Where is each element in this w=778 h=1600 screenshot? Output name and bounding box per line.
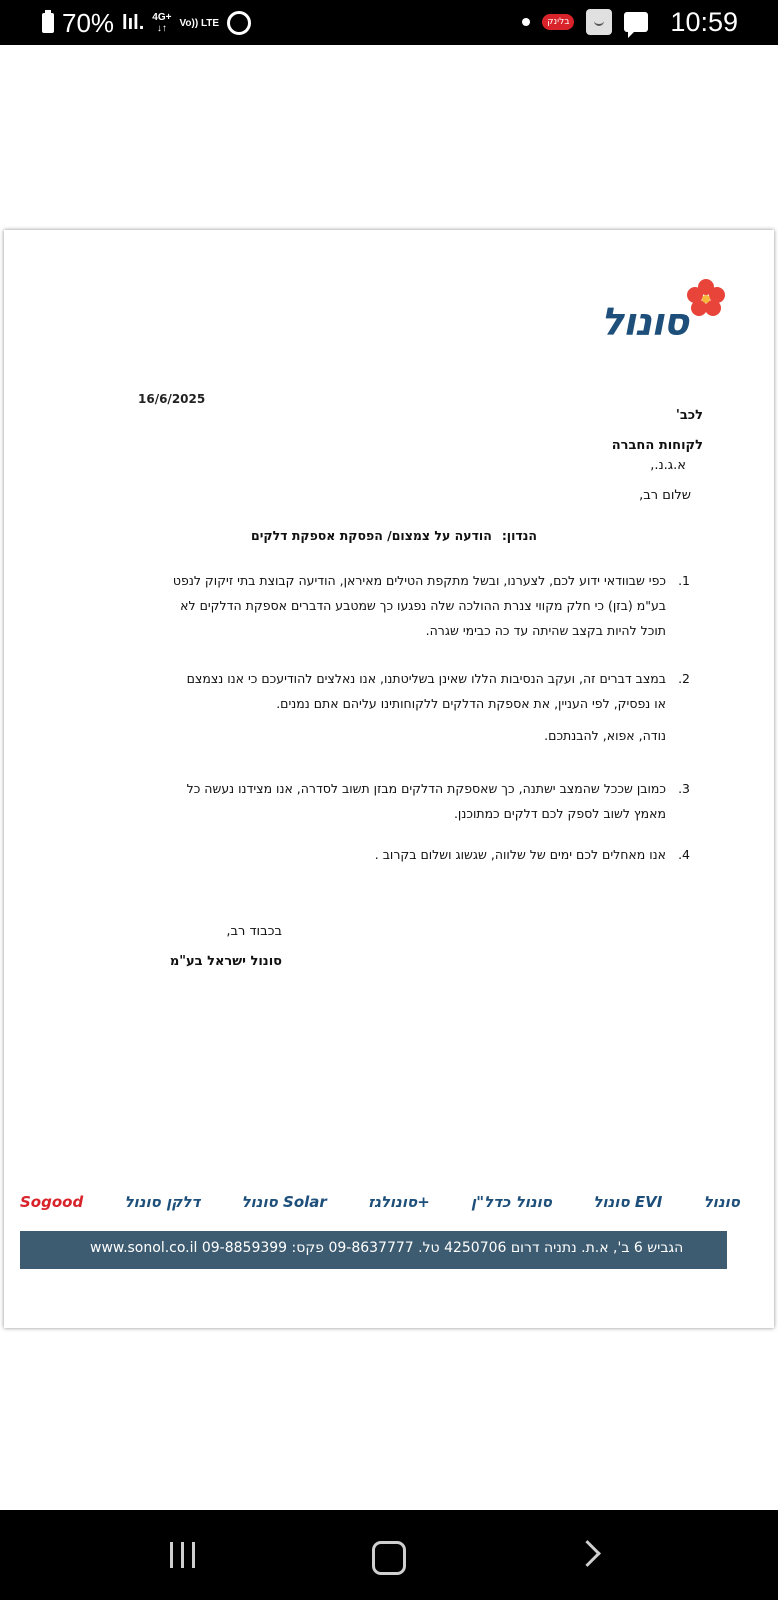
paragraph-number: 2. bbox=[678, 671, 690, 686]
sonol-logo bbox=[576, 278, 726, 348]
paragraph-number: 3. bbox=[678, 781, 690, 796]
footer-address: הגביש 6 ב', א.ת. נתניה דרום 4250706 טל. 09-8637777 פקס: 09-8859399 www.sonol.co.il bbox=[90, 1240, 684, 1256]
paragraph-4 bbox=[76, 842, 690, 867]
signature: סונול ישראל בע"מ bbox=[169, 954, 282, 969]
recents-button[interactable] bbox=[170, 1542, 195, 1568]
paragraph-line: אנו מאחלים לכם ימים של שלווה, שגשוג ושלום בקרוב . bbox=[374, 847, 666, 862]
alarm-icon bbox=[227, 11, 251, 35]
paragraph-line: מאמץ לשוב לספק לכם דלקים כמתוכנן. bbox=[453, 806, 666, 821]
app-notification-icon: בלינק bbox=[542, 14, 574, 30]
navigation-bar bbox=[0, 1510, 778, 1600]
paragraph-line: כפי שבוודאי ידוע לכם, לצערנו, ובשל מתקפת הטילים מאיראן, הודיעה קבוצת בתי זיקוק לנפט bbox=[172, 573, 666, 588]
paragraph-number: 1. bbox=[678, 573, 690, 588]
paragraph-3 bbox=[76, 776, 690, 826]
subject-label: הנדון: bbox=[501, 528, 537, 543]
back-button[interactable] bbox=[574, 1540, 601, 1567]
thanks-line: נודה, אפוא, להבנתכם. bbox=[544, 728, 666, 743]
volte-indicator: Vo)) LTE bbox=[179, 17, 220, 29]
document-page[interactable] bbox=[4, 230, 774, 1328]
home-button[interactable] bbox=[372, 1541, 406, 1575]
status-bar bbox=[0, 0, 778, 45]
app-notification-icon-2 bbox=[586, 9, 612, 35]
brand-solar: סונול Solar bbox=[241, 1193, 327, 1211]
logo-text: סונול bbox=[600, 300, 688, 344]
brand-sogood: Sogood bbox=[20, 1193, 84, 1211]
battery-percent: 70% bbox=[62, 7, 115, 38]
brand-strip bbox=[20, 1182, 740, 1222]
paragraph-line: או נפסיק, לפי העניין, את אספקת הדלקים ללקוחותינו עליהם אתם נמנים. bbox=[276, 696, 666, 711]
status-left bbox=[42, 8, 251, 38]
letter-date: 16/6/2025 bbox=[138, 392, 206, 406]
subject-line bbox=[4, 528, 774, 543]
recipient-label: לכב' bbox=[675, 408, 703, 423]
brand-kdln: סונול כדל"ן bbox=[471, 1193, 552, 1211]
network-indicator: 4G+ ↓↑ bbox=[152, 12, 172, 34]
brand-delek: דלקן סונול bbox=[124, 1193, 201, 1211]
paragraph-line: כמובן שככל שהמצב ישתנה, כך שאספקת הדלקים מבזן תשוב לסדרה, אנו מצידנו נעשה כל bbox=[186, 781, 666, 796]
recipient-salutation: א.ג.נ., bbox=[650, 458, 686, 473]
status-right bbox=[522, 6, 738, 38]
brand-gas: סונולגז+ bbox=[368, 1193, 430, 1211]
closing: בכבוד רב, bbox=[226, 924, 282, 939]
brand-evi: סונול EVI bbox=[593, 1193, 663, 1211]
notification-dot-icon bbox=[522, 18, 530, 26]
paragraph-line: במצב דברים זה, ועקב הנסיבות הללו שאינן בשליטתנו, אנו נאלצים להודיעכם כי אנו נצמצם bbox=[186, 671, 666, 686]
footer-bar bbox=[20, 1231, 727, 1269]
paragraph-2 bbox=[76, 666, 690, 716]
signal-icon: lıl. bbox=[122, 11, 145, 34]
greeting: שלום רב, bbox=[639, 488, 691, 503]
paragraph-1 bbox=[76, 568, 690, 643]
recipient-customers: לקוחות החברה bbox=[611, 438, 703, 453]
brand-sonol: סונול bbox=[703, 1193, 740, 1211]
subject-text: הודעה על צמצום/ הפסקת אספקת דלקים bbox=[250, 528, 492, 543]
network-type: 4G+ bbox=[152, 12, 172, 23]
paragraph-number: 4. bbox=[678, 847, 690, 862]
flower-icon bbox=[686, 278, 726, 318]
message-icon bbox=[624, 12, 648, 32]
battery-icon bbox=[42, 13, 54, 33]
paragraph-line: בע"מ (בזן) כי חלק מקווי צנרת ההולכה שלה נפגעו כך שמטבע הדברים אספקת הדלקים לא bbox=[180, 598, 666, 613]
paragraph-line: תוכל להיות בקצב שהיתה עד כה כבימי שגרה. bbox=[425, 623, 666, 638]
clock: 10:59 bbox=[670, 6, 738, 37]
